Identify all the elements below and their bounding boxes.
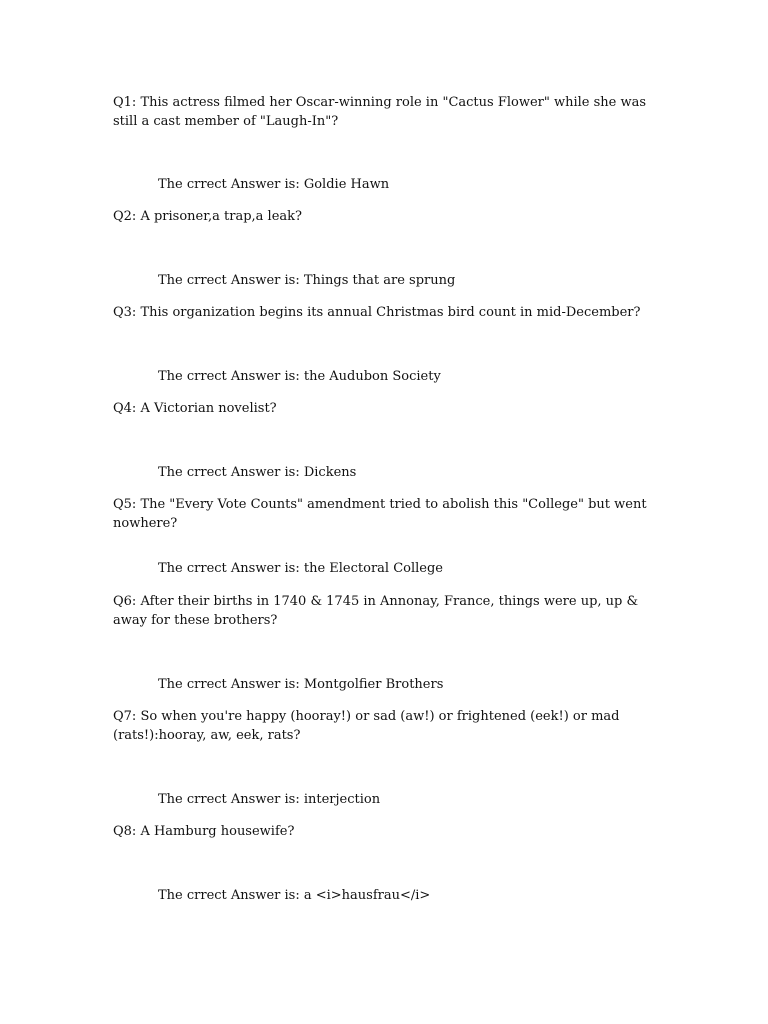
- answer-3: The crrect Answer is: the Audubon Society: [158, 369, 441, 384]
- question-8: Q8: A Hamburg housewife?: [113, 824, 295, 839]
- question-3: Q3: This organization begins its annual Christmas bird count in mid-December?: [113, 305, 641, 320]
- answer-7: The crrect Answer is: interjection: [158, 792, 381, 807]
- answer-2: The crrect Answer is: Things that are sprung: [158, 273, 456, 288]
- answer-5: The crrect Answer is: the Electoral College: [158, 561, 443, 576]
- question-7: Q7: So when you're happy (hooray!) or sad (aw!) or frightened (eek!) or mad (rats!):hooray, aw, eek, rats?: [113, 709, 620, 743]
- answer-1: The crrect Answer is: Goldie Hawn: [158, 177, 390, 192]
- question-1: Q1: This actress filmed her Oscar-winning role in "Cactus Flower" while she was still a cast member of "Laugh-In"?: [113, 95, 647, 129]
- question-2: Q2: A prisoner,a trap,a leak?: [113, 209, 302, 224]
- answer-8: The crrect Answer is: a <i>hausfrau</i>: [158, 888, 431, 903]
- answer-6: The crrect Answer is: Montgolfier Brothers: [158, 677, 444, 692]
- question-5: Q5: The "Every Vote Counts" amendment tried to abolish this "College" but went nowhere?: [113, 497, 647, 531]
- question-6: Q6: After their births in 1740 & 1745 in Annonay, France, things were up, up & away for these brothers?: [113, 594, 639, 628]
- answer-4: The crrect Answer is: Dickens: [158, 465, 357, 480]
- question-4: Q4: A Victorian novelist?: [113, 401, 277, 416]
